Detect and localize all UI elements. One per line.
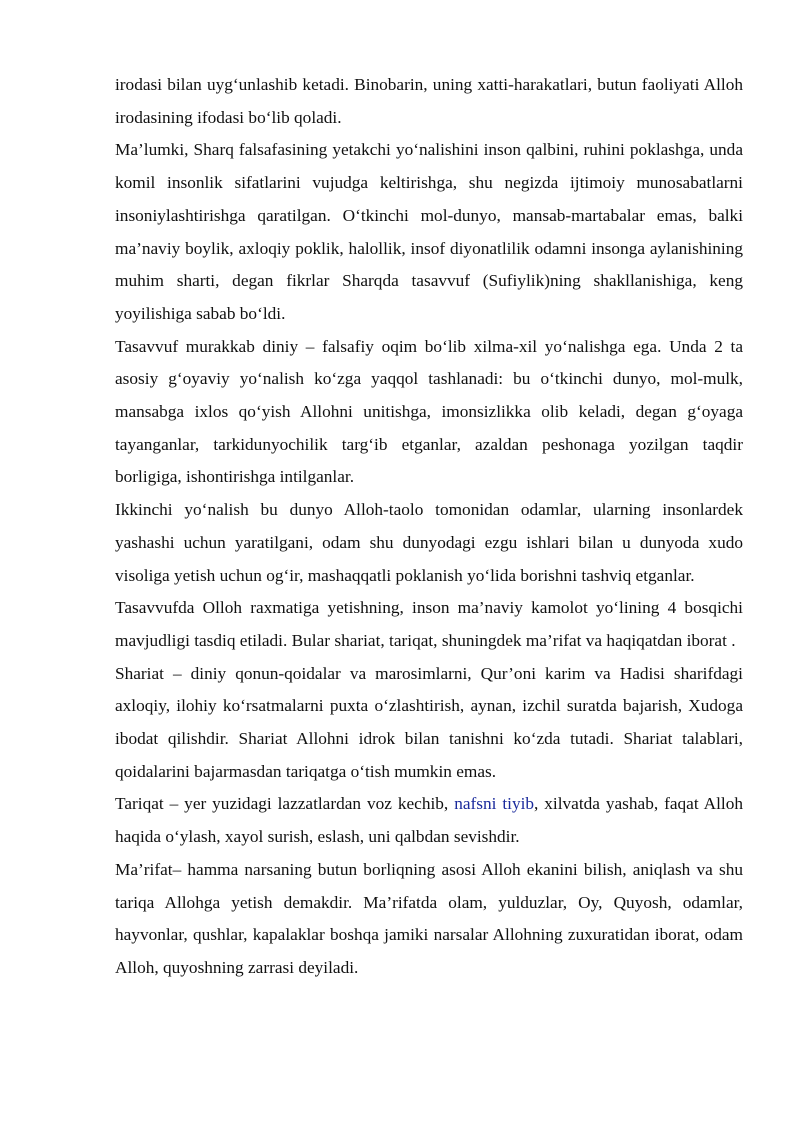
nafsni-tiyib-link[interactable]: nafsni tiyib — [454, 794, 535, 814]
paragraph-ikkinchi-yonalish: Ikkinchi yo‘nalish bu dunyo Alloh-taolo tomonidan odamlar, ularning insonlardek yashashi uchun yaratilgani, odam shu dunyodagi ezgu ishlari bilan u dunyoda xudo visoliga yetish uchun og‘ir, mashaqqatli poklanish yo‘lida borishni tashviq etganlar. — [115, 500, 743, 585]
paragraph-tariqat — [115, 788, 743, 853]
paragraph-malumki: Ma’lumki, Sharq falsafasining yetakchi yo‘nalishini inson qalbini, ruhini poklashga, unda komil insonlik sifatlarini vujudga keltirishga, shu negizda ijtimoiy munosabatlarni insoniylashtirishga qaratilgan. O‘tkinchi mol-dunyo, mansab-martabalar emas, balki ma’naviy boylik, axloqiy poklik, halollik, insof diyonatlilik odamni insonga aylanishining muhim sharti, degan fikrlar Sharqda tasavvuf (Sufiylik)ning shakllanishiga, keng yoyilishiga sabab bo‘ldi. — [115, 140, 743, 323]
paragraph-shariat: Shariat – diniy qonun-qoidalar va marosimlarni, Qur’oni karim va Hadisi sharifdagi axloqiy, ilohiy ko‘rsatmalarni puxta o‘zlashtirish, aynan, izchil suratda bajarish, Xudoga ibodat qilishdir. Shariat Allohni idrok bilan tanishni ko‘zda tutadi. Shariat talablari, qoidalarini bajarmasdan tariqatga o‘tish mumkin emas. — [115, 663, 743, 781]
paragraph-tasavvufda: Tasavvufda Olloh raxmatiga yetishning, inson ma’naviy kamolot yo‘lining 4 bosqichi mavjudligi tasdiq etiladi. Bular shariat, tariqat, shuningdek ma’rifat va haqiqatdan iborat . — [115, 598, 743, 650]
paragraph-marifat: Ma’rifat– hamma narsaning butun borliqning asosi Alloh ekanini bilish, aniqlash va shu tariqa Allohga yetish demakdir. Ma’rifatda olam, yulduzlar, Oy, Quyosh, odamlar, hayvonlar, qushlar, kapalaklar boshqa jamiki narsalar Allohning zuxuratidan iborat, odam Alloh, quyoshning zarrasi deyiladi. — [115, 859, 743, 977]
tariqat-text-before: Tariqat – yer yuzidagi lazzatlardan voz kechib, — [115, 794, 455, 814]
document-body — [115, 69, 743, 985]
paragraph-tasavvuf-murakkab: Tasavvuf murakkab diniy – falsafiy oqim bo‘lib xilma-xil yo‘nalishga ega. Unda 2 ta asosiy g‘oyaviy yo‘nalish ko‘zga yaqqol tashlanadi: bu o‘tkinchi dunyo, mol-mulk, mansabga ixlos qo‘yish Allohni unitishga, imonsizlikka olib keladi, degan g‘oyaga tayanganlar, tarkidunyochilik targ‘ib etganlar, azaldan peshonaga yozilgan taqdir borligiga, ishontirishga intilganlar. — [115, 336, 743, 487]
tariqat-text-after: , xilvatda yashab, faqat Alloh haqida o‘ylash, xayol surish, eslash, uni qalbdan sevishdir. — [115, 794, 743, 847]
paragraph-irodasi: irodasi bilan uyg‘unlashib ketadi. Binobarin, uning xatti-harakatlari, butun faoliyati Alloh irodasining ifodasi bo‘lib qoladi. — [115, 75, 743, 127]
